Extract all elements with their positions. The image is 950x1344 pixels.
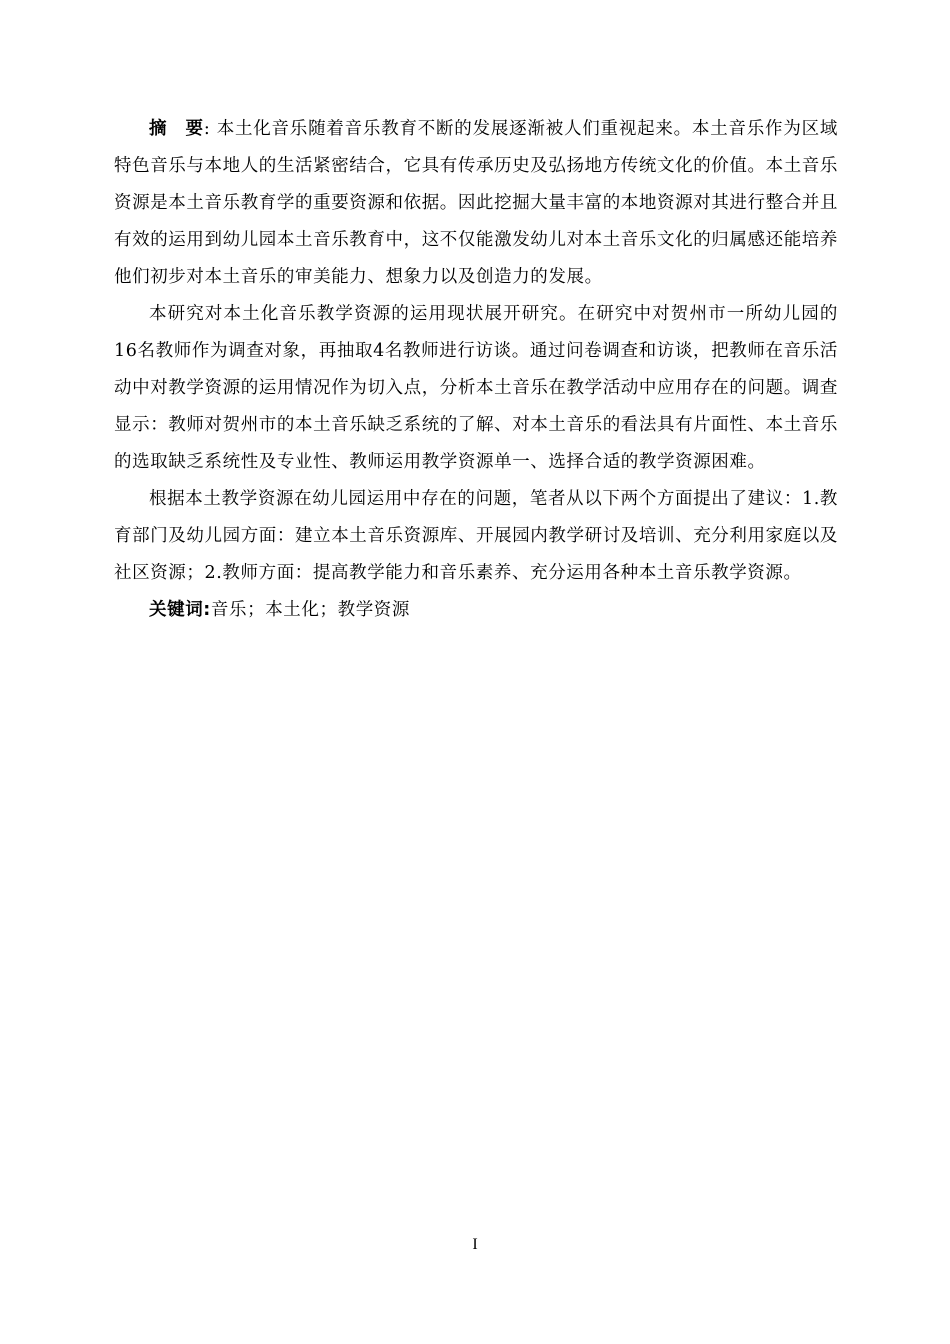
- keywords-text: 音乐；本土化；教学资源: [210, 600, 411, 620]
- abstract-paragraph-1-text: 本土化音乐随着音乐教育不断的发展逐渐被人们重视起来。本土音乐作为区域特色音乐与本地人的生活紧密结合，它具有传承历史及弘扬地方传统文化的价值。本土音乐资源是本土音乐教育学的重要资源和依据。因此挖掘大量丰富的本地资源对其进行整合并且有效的运用到幼儿园本土音乐教育中，这不仅能激发幼儿对本土音乐文化的归属感还能培养他们初步对本土音乐的审美能力、想象力以及创造力的发展。: [114, 119, 838, 287]
- abstract-label-separator: :: [203, 119, 217, 139]
- abstract-paragraph-3: 根据本土教学资源在幼儿园运用中存在的问题，笔者从以下两个方面提出了建议：1.教育部门及幼儿园方面：建立本土音乐资源库、开展园内教学研讨及培训、充分利用家庭以及社区资源；2.教师方面：提高教学能力和音乐素养、充分运用各种本土音乐教学资源。: [114, 489, 838, 583]
- page-number: I: [472, 1236, 478, 1253]
- keywords-label: 关键词:: [149, 600, 211, 620]
- abstract-section: [114, 111, 838, 629]
- abstract-paragraph-2: 本研究对本土化音乐教学资源的运用现状展开研究。在研究中对贺州市一所幼儿园的16名教师作为调查对象，再抽取4名教师进行访谈。通过问卷调查和访谈，把教师在音乐活动中对教学资源的运用情况作为切入点，分析本土音乐在教学活动中应用存在的问题。调查显示：教师对贺州市的本土音乐缺乏系统的了解、对本土音乐的看法具有片面性、本土音乐的选取缺乏系统性及专业性、教师运用教学资源单一、选择合适的教学资源困难。: [114, 304, 838, 472]
- keywords-line: [114, 592, 838, 629]
- abstract-label: 摘 要: [149, 119, 204, 139]
- abstract-paragraph-1: [114, 111, 838, 296]
